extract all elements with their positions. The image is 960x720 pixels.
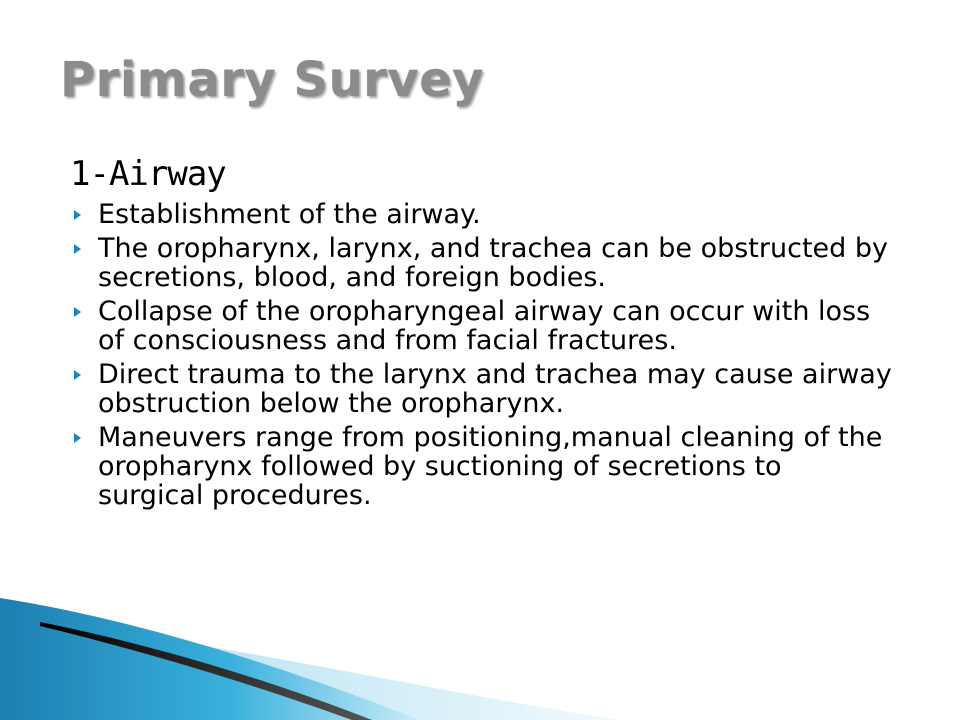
triangle-right-icon [74, 210, 81, 220]
bullet-text: Establishment of the airway. [98, 199, 481, 230]
slide-title: Primary Survey [60, 52, 484, 108]
bullet-item [72, 234, 892, 292]
section-heading: 1-Airway [70, 154, 226, 194]
triangle-right-icon [74, 433, 81, 443]
bullet-item [72, 297, 892, 355]
triangle-right-icon [74, 370, 81, 380]
bullet-item [72, 360, 892, 418]
bullet-list [72, 200, 892, 515]
triangle-right-icon [74, 244, 81, 254]
bullet-item [72, 200, 892, 229]
bullet-text: Maneuvers range from positioning,manual cleaning of the oropharynx followed by suctioning of secretions to surgical procedures. [98, 422, 883, 511]
bullet-text: The oropharynx, larynx, and trachea can be obstructed by secretions, blood, and foreign bodies. [98, 233, 888, 293]
blue-swoosh-band [0, 598, 420, 720]
bullet-item [72, 423, 892, 510]
bullet-text: Direct trauma to the larynx and trachea may cause airway obstruction below the oropharynx. [98, 359, 892, 419]
bullet-text: Collapse of the oropharyngeal airway can occur with loss of consciousness and from facial fractures. [98, 296, 871, 356]
triangle-right-icon [74, 307, 81, 317]
